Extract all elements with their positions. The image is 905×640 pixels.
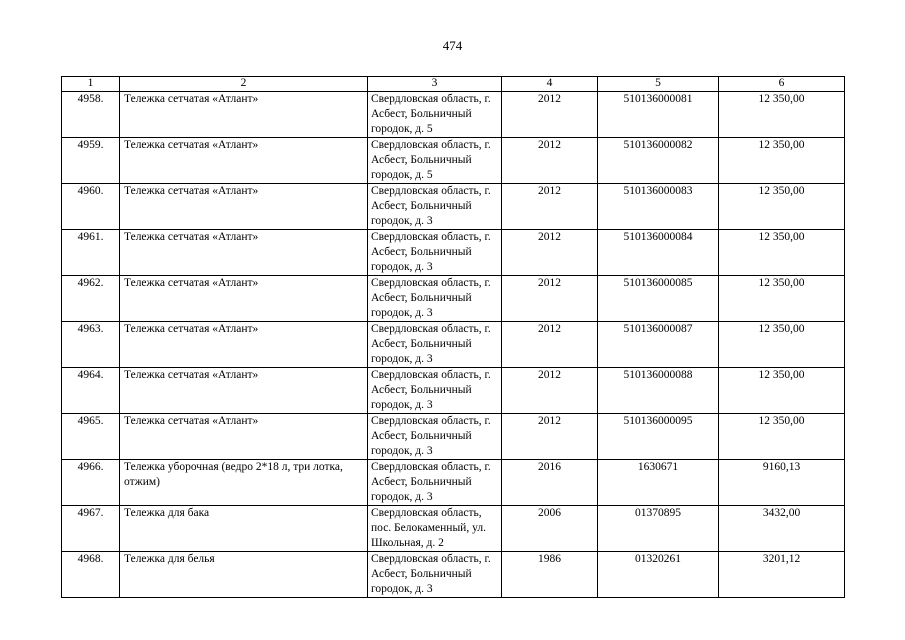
item-year: 2012 [502,414,598,460]
item-name: Тележка сетчатая «Атлант» [120,322,368,368]
row-number: 4967. [62,506,120,552]
item-cost: 12 350,00 [719,368,845,414]
inventory-number: 510136000088 [598,368,719,414]
item-name: Тележка сетчатая «Атлант» [120,230,368,276]
item-name: Тележка уборочная (ведро 2*18 л, три лотка, отжим) [120,460,368,506]
item-address: Свердловская область, г. Асбест, Больничный городок, д. 5 [368,92,502,138]
item-address: Свердловская область, г. Асбест, Больничный городок, д. 3 [368,276,502,322]
item-cost: 12 350,00 [719,92,845,138]
row-number: 4966. [62,460,120,506]
item-year: 2012 [502,322,598,368]
row-number: 4960. [62,184,120,230]
item-cost: 3201,12 [719,552,845,598]
item-cost: 12 350,00 [719,276,845,322]
item-address: Свердловская область, г. Асбест, Больничный городок, д. 3 [368,460,502,506]
item-cost: 9160,13 [719,460,845,506]
item-year: 2012 [502,368,598,414]
table-row [62,92,845,138]
column-header: 2 [120,77,368,92]
item-address: Свердловская область, г. Асбест, Больничный городок, д. 3 [368,230,502,276]
item-year: 2012 [502,92,598,138]
item-year: 2012 [502,184,598,230]
item-address: Свердловская область, г. Асбест, Больничный городок, д. 3 [368,184,502,230]
inventory-number: 510136000095 [598,414,719,460]
page-number: 474 [442,38,463,53]
row-number: 4965. [62,414,120,460]
inventory-number: 510136000081 [598,92,719,138]
item-name: Тележка сетчатая «Атлант» [120,276,368,322]
row-number: 4968. [62,552,120,598]
item-cost: 12 350,00 [719,230,845,276]
item-address: Свердловская область, г. Асбест, Больничный городок, д. 3 [368,552,502,598]
item-name: Тележка сетчатая «Атлант» [120,368,368,414]
item-name: Тележка сетчатая «Атлант» [120,92,368,138]
table-row [62,138,845,184]
table-row [62,368,845,414]
item-cost: 3432,00 [719,506,845,552]
item-address: Свердловская область, г. Асбест, Больничный городок, д. 3 [368,322,502,368]
item-cost: 12 350,00 [719,414,845,460]
table-row [62,506,845,552]
inventory-number: 510136000085 [598,276,719,322]
row-number: 4958. [62,92,120,138]
item-name: Тележка сетчатая «Атлант» [120,414,368,460]
table-row [62,230,845,276]
item-name: Тележка для белья [120,552,368,598]
row-number: 4964. [62,368,120,414]
item-cost: 12 350,00 [719,184,845,230]
item-year: 2006 [502,506,598,552]
item-name: Тележка для бака [120,506,368,552]
item-address: Свердловская область, г. Асбест, Больничный городок, д. 3 [368,414,502,460]
item-address: Свердловская область, г. Асбест, Больничный городок, д. 5 [368,138,502,184]
column-header: 5 [598,77,719,92]
column-header: 1 [62,77,120,92]
table-row [62,460,845,506]
column-header: 6 [719,77,845,92]
table-row [62,276,845,322]
inventory-number: 510136000083 [598,184,719,230]
item-year: 1986 [502,552,598,598]
inventory-number: 510136000082 [598,138,719,184]
item-address: Свердловская область, пос. Белокаменный, ул. Школьная, д. 2 [368,506,502,552]
row-number: 4961. [62,230,120,276]
inventory-table [61,76,845,598]
table-row [62,414,845,460]
column-header: 3 [368,77,502,92]
row-number: 4963. [62,322,120,368]
row-number: 4962. [62,276,120,322]
item-year: 2012 [502,230,598,276]
inventory-number: 510136000084 [598,230,719,276]
item-name: Тележка сетчатая «Атлант» [120,184,368,230]
item-year: 2012 [502,276,598,322]
inventory-number: 510136000087 [598,322,719,368]
item-address: Свердловская область, г. Асбест, Больничный городок, д. 3 [368,368,502,414]
table-header-row [62,77,845,92]
table-row [62,552,845,598]
item-name: Тележка сетчатая «Атлант» [120,138,368,184]
item-cost: 12 350,00 [719,322,845,368]
column-header: 4 [502,77,598,92]
inventory-number: 1630671 [598,460,719,506]
item-year: 2012 [502,138,598,184]
item-year: 2016 [502,460,598,506]
inventory-number: 01370895 [598,506,719,552]
table-row [62,322,845,368]
row-number: 4959. [62,138,120,184]
table-row [62,184,845,230]
item-cost: 12 350,00 [719,138,845,184]
inventory-number: 01320261 [598,552,719,598]
